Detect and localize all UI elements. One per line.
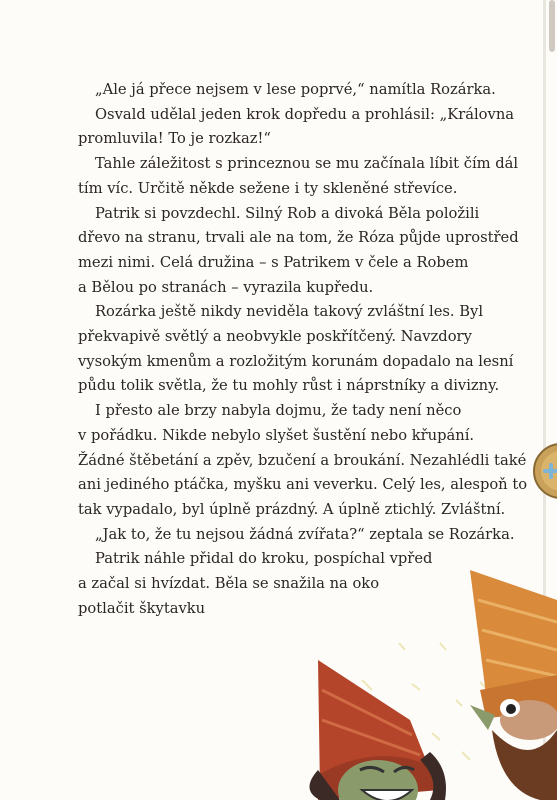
story-line: tím víc. Určitě někde sežene i ty skleněné střevíce. — [78, 179, 458, 197]
story-line: ani jediného ptáčka, myšku ani veverku. Celý les, alespoň to — [78, 476, 528, 494]
scrollbar-thumb[interactable] — [549, 0, 555, 52]
scrollbar-track[interactable] — [543, 0, 546, 800]
story-line: Patrik si povzdechl. Silný Rob a divoká Běla položili — [95, 204, 480, 222]
story-line: půdu tolik světla, že tu mohly růst i náprstníky a divizny. — [78, 377, 500, 395]
story-line: překvapivě světlý a neobvykle poskřítčený. Navzdory — [78, 328, 472, 346]
story-line: promluvila! To je rozkaz!“ — [78, 130, 271, 148]
gnome-left — [309, 660, 446, 800]
story-line: a Bělou po stranách – vyrazila kupředu. — [78, 278, 374, 296]
coin-icon — [531, 442, 557, 500]
story-line: I přesto ale brzy nabyla dojmu, že tady není něco — [95, 402, 462, 420]
story-line: „Ale já přece nejsem v lese poprvé,“ namítla Rozárka. — [95, 81, 496, 98]
story-line: v pořádku. Nikde nebylo slyšet šustění nebo křupání. — [78, 426, 475, 444]
story-line: dřevo na stranu, trvali ale na tom, že Róza půjde uprostřed — [78, 229, 519, 247]
story-line: Rozárka ještě nikdy neviděla takový zvláštní les. Byl — [95, 303, 484, 321]
story-line: vysokým kmenům a rozložitým korunám dopadalo na lesní — [78, 352, 514, 370]
story-line: Žádné štěbetání a zpěv, bzučení a broukání. Nezahlédli také — [78, 451, 527, 469]
story-text — [78, 78, 528, 621]
story-line: potlačit škytavku — [78, 599, 206, 617]
story-line: mezi nimi. Celá družina – s Patrikem v čele a Robem — [78, 253, 469, 271]
story-line: a začal si hvízdat. Běla se snažila na oko — [78, 575, 380, 593]
story-line: Patrik náhle přidal do kroku, pospíchal vpřed — [95, 550, 433, 568]
story-line: Tahle záležitost s princeznou se mu začínala líbit čím dál — [95, 155, 519, 173]
story-line: Osvald udělal jeden krok dopředu a prohlásil: „Královna — [95, 105, 515, 123]
story-line: tak vypadalo, byl úplně prázdný. A úplně ztichlý. Zvláštní. — [78, 500, 506, 518]
story-line: „Jak to, že tu nejsou žádná zvířata?“ zeptala se Rozárka. — [95, 525, 515, 543]
